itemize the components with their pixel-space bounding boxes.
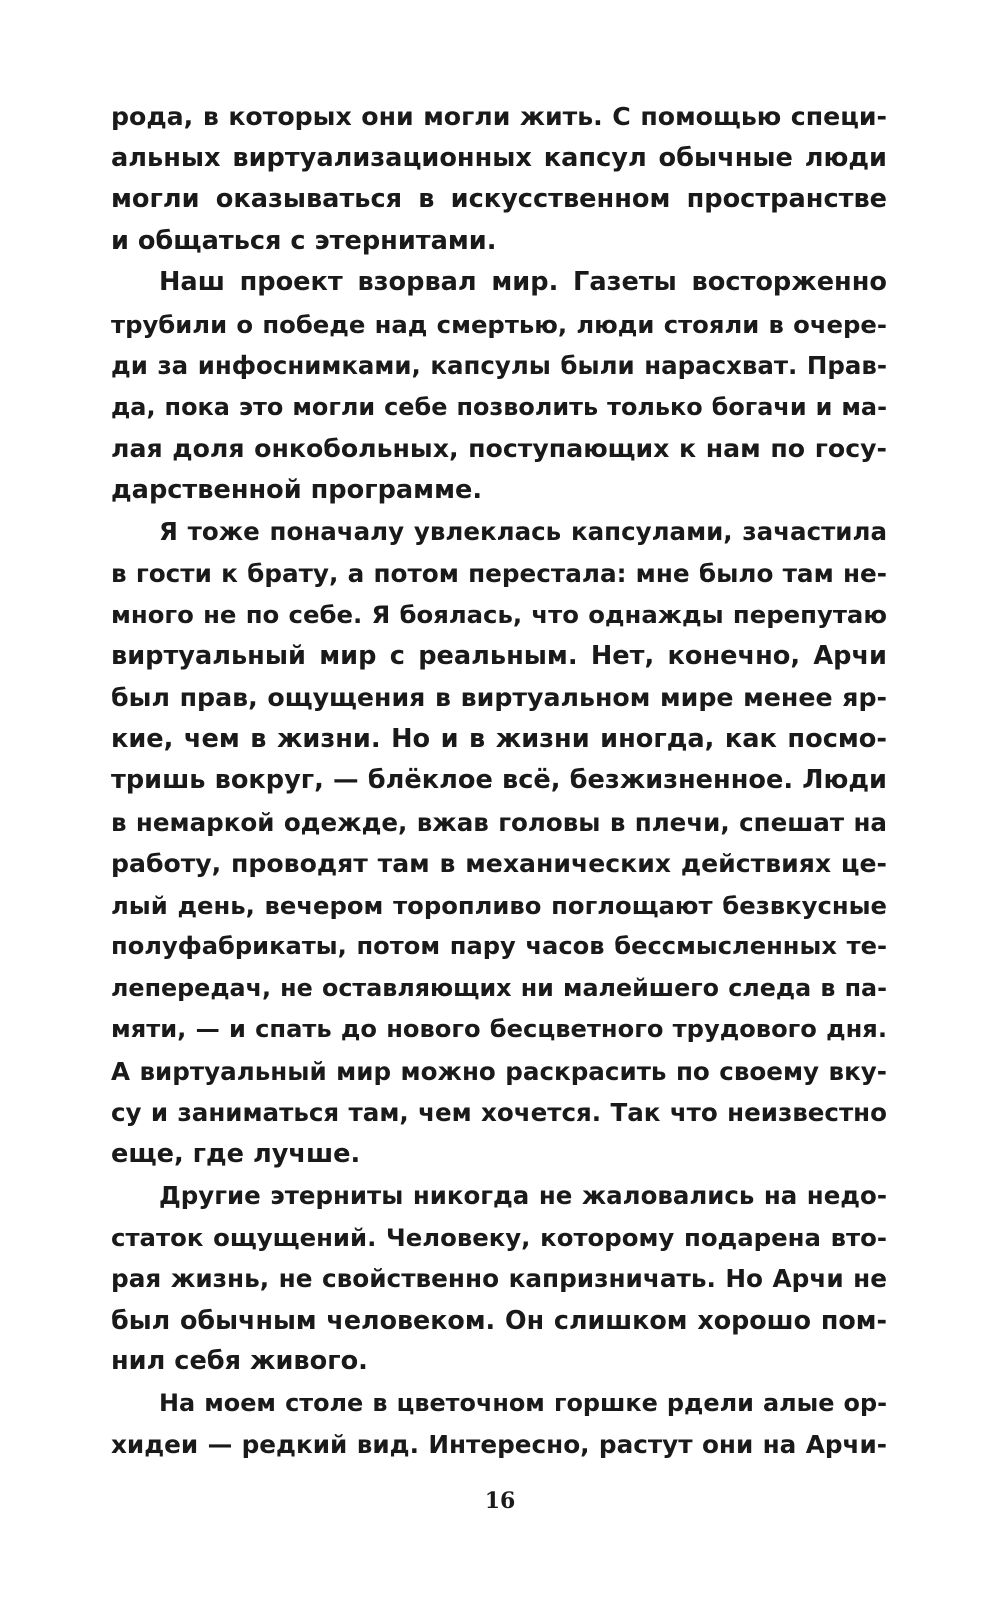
text-line: да, пока это могли себе позволить только богачи и ма- xyxy=(111,392,887,421)
text-line: тришь вокруг, — блёклое всё, безжизненное. Люди xyxy=(111,765,887,795)
text-line: был прав, ощущения в виртуальном мире менее яр- xyxy=(111,683,887,712)
text-line: кие, чем в жизни. Но и в жизни иногда, как посмо- xyxy=(111,723,887,754)
text-line: нил себя живого. xyxy=(111,1346,368,1376)
text-line: полуфабрикаты, потом пару часов бессмысленных те- xyxy=(111,932,887,960)
text-line: ди за инфоснимками, капсулы были нарасхват. Прав- xyxy=(111,351,887,380)
page-number: 16 xyxy=(484,1488,516,1514)
text-line: и общаться с этернитами. xyxy=(111,225,497,256)
text-line: лый день, вечером торопливо поглощают безвкусные xyxy=(111,890,887,920)
text-line: много не по себе. Я боялась, что однажды перепутаю xyxy=(111,600,887,629)
text-line: рая жизнь, не свойственно капризничать. Но Арчи не xyxy=(111,1264,887,1293)
text-line: лая доля онкобольных, поступающих к нам по госу- xyxy=(111,434,887,463)
text-line: На моем столе в цветочном горшке рдели алые ор- xyxy=(159,1388,887,1417)
text-line: мяти, — и спать до нового бесцветного трудового дня. xyxy=(111,1015,887,1043)
text-line: могли оказываться в искусственном пространстве xyxy=(111,184,887,214)
text-line: Я тоже поначалу увлеклась капсулами, зачастила xyxy=(159,517,887,546)
text-line: рода, в которых они могли жить. С помощью специ- xyxy=(111,102,887,131)
text-line: трубили о победе над смертью, люди стояли в очере- xyxy=(111,309,887,339)
text-line: в немаркой одежде, вжав головы в плечи, спешат на xyxy=(111,807,887,837)
text-line: А виртуальный мир можно раскрасить по своему вку- xyxy=(111,1056,887,1086)
text-line: работу, проводят там в механических действиях це- xyxy=(111,849,887,878)
body-text xyxy=(111,96,887,1466)
text-line: в гости к брату, а потом перестала: мне было там не- xyxy=(111,558,887,588)
text-line: дарственной программе. xyxy=(111,474,483,505)
text-line: статок ощущений. Человеку, которому подарена вто- xyxy=(111,1222,887,1252)
text-line: Другие этерниты никогда не жаловались на недо- xyxy=(159,1181,887,1210)
text-line: альных виртуализационных капсул обычные люди xyxy=(111,142,887,173)
text-line: су и заниматься там, чем хочется. Так что неизвестно xyxy=(111,1098,887,1127)
text-line: Наш проект взорвал мир. Газеты восторженно xyxy=(159,267,887,297)
text-line: хидеи — редкий вид. Интересно, растут они на Арчи- xyxy=(111,1430,887,1459)
text-line: виртуальный мир с реальным. Нет, конечно, Арчи xyxy=(111,640,887,671)
text-line: еще, где лучше. xyxy=(111,1138,361,1169)
text-line: был обычным человеком. Он слишком хорошо пом- xyxy=(111,1304,887,1335)
text-line: лепередач, не оставляющих ни малейшего следа в па- xyxy=(111,973,887,1002)
